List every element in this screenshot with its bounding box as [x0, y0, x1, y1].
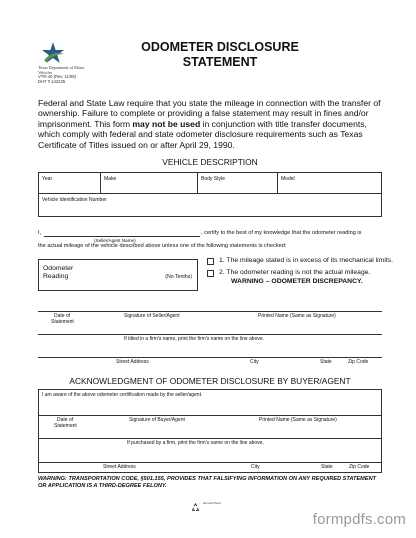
buyer-address-line[interactable]	[39, 462, 381, 463]
recycle-icon	[190, 500, 201, 518]
seller-zip-label: Zip Code	[348, 359, 369, 365]
odometer-reading-box[interactable]	[38, 259, 198, 291]
star-logo-icon	[40, 40, 66, 66]
no-tenths-label: (No Tenths)	[165, 274, 192, 280]
vin-field[interactable]	[42, 197, 107, 203]
buyer-date-label	[54, 417, 77, 429]
seller-firm-line[interactable]	[38, 334, 382, 335]
buyer-street-label: Street Address	[103, 464, 136, 470]
vehicle-row	[39, 173, 381, 194]
txdmv-logo	[40, 40, 84, 66]
buyer-zip-label: Zip Code	[349, 464, 370, 470]
buyer-date-line2: Statement	[54, 423, 77, 429]
intro-paragraph	[38, 98, 382, 150]
year-field[interactable]	[39, 173, 100, 194]
mechanical-limits-checkbox[interactable]	[207, 258, 214, 265]
buyer-acknowledgment-box	[38, 389, 382, 473]
statement-1: 1. The mileage stated is in excess of its mechanical limits.	[219, 257, 394, 264]
ack-heading: ACKNOWLEDGMENT OF ODOMETER DISCLOSURE BY BUYER/AGENT	[69, 376, 351, 386]
title-line2: STATEMENT	[182, 55, 258, 69]
seller-signature-line[interactable]	[38, 311, 382, 312]
seller-signature-label: Signature of Seller/Agent	[124, 313, 180, 319]
seller-date-line2: Statement	[51, 319, 74, 325]
dht-number: DHT # 142235	[38, 78, 66, 84]
seller-city-label: City	[250, 359, 259, 365]
year-label: Year	[42, 176, 53, 182]
ack-aware-text: I am aware of the above odometer certification made by the seller/agent.	[42, 392, 203, 398]
model-label: Model	[281, 176, 295, 182]
form-number	[38, 75, 98, 84]
vehicle-description-box	[38, 172, 382, 217]
body-style-field[interactable]	[197, 173, 277, 194]
form-rev: VTR-40 (Rev. 11/99)	[38, 74, 77, 79]
seller-printed-name-label: Printed Name (Same as Signature)	[258, 313, 336, 319]
seller-address-line[interactable]	[38, 357, 382, 358]
buyer-date-line1: Date of	[57, 417, 74, 423]
buyer-signature-label: Signature of Buyer/Agent	[129, 417, 185, 423]
recycled-paper-text: Recycled Paper	[203, 502, 222, 505]
vehicle-heading: VEHICLE DESCRIPTION	[162, 157, 258, 167]
buyer-printed-name-label: Printed Name (Same as Signature)	[259, 417, 337, 423]
certify-text: , certify to the best of my knowledge that the odometer reading is	[201, 230, 362, 236]
intro-part1: Federal and State Law require that you state the mileage in connection with the transfer of ownership. Failure to complete or providing a false statement may result in fines and/or imprisonment. This form	[38, 98, 381, 129]
intro-emphasis: may not be used	[132, 118, 201, 129]
certify-line2: the actual mileage of the vehicle described above unless one of the following statements is checked:	[38, 243, 287, 249]
page-title	[110, 40, 330, 70]
logo-text: Texas Department of Motor Vehicles	[38, 65, 85, 75]
seller-name-caption: (Seller/Agent Name)	[94, 238, 136, 243]
buyer-firm-note: If purchased by a firm, print the firm's name on the line above.	[127, 440, 264, 446]
vin-label: Vehicle Identification Number	[42, 197, 107, 203]
felony-warning: WARNING: TRANSPORTATION CODE, §501.155, PROVIDES THAT FALSIFYING INFORMATION ON ANY REQUIRED STATEMENT OR APPLICATION IS A THIRD-DEGREE FELONY.	[38, 476, 377, 489]
watermark: formpdfs.com	[312, 511, 406, 528]
buyer-city-label: City	[251, 464, 260, 470]
buyer-signature-line[interactable]	[39, 415, 381, 416]
seller-date-line1: Date of	[54, 313, 71, 319]
seller-state-label: State	[320, 359, 332, 365]
seller-name-line[interactable]	[44, 236, 200, 237]
certify-prefix: I,	[38, 230, 42, 236]
seller-firm-note: If titled in a firm's name, print the firm's name on the line above.	[124, 336, 265, 342]
discrepancy-warning: WARNING – ODOMETER DISCREPANCY.	[231, 278, 363, 285]
model-field[interactable]	[277, 173, 381, 194]
seller-street-label: Street Address	[116, 359, 149, 365]
odometer-label	[43, 265, 73, 281]
buyer-firm-line[interactable]	[39, 438, 381, 439]
intro-part2: in conjunction with title transfer documents, which comply with federal and state odometer disclosure requirements such as Texas Certificate of Titles issued on or after April 29, 1990.	[38, 118, 367, 150]
odometer-label-line2: Reading	[43, 273, 69, 280]
make-label: Make	[104, 176, 117, 182]
not-actual-mileage-checkbox[interactable]	[207, 270, 214, 277]
buyer-state-label: State	[321, 464, 333, 470]
make-field[interactable]	[100, 173, 197, 194]
title-line1: ODOMETER DISCLOSURE	[141, 40, 299, 54]
odometer-label-line1: Odometer	[43, 265, 74, 272]
body-style-label: Body Style	[201, 176, 225, 182]
seller-date-label	[51, 313, 74, 325]
statement-2: 2. The odometer reading is not the actual mileage.	[219, 269, 371, 276]
